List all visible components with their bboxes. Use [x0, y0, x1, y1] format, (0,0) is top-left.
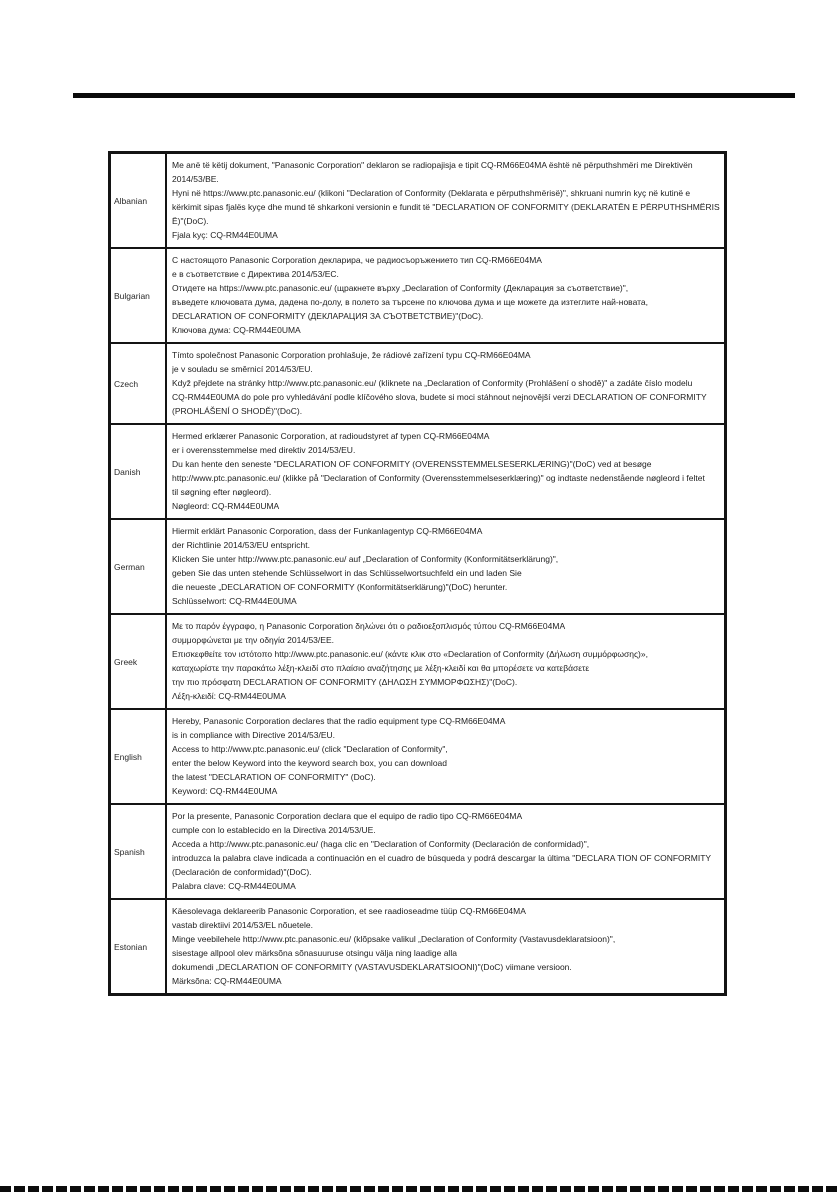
declaration-text-line: την πιο πρόσφατη DECLARATION OF CONFORMITY (ΔΗΛΩΣΗ ΣΥΜΜΟΡΦΩΣΗΣ)"(DoC). [172, 677, 518, 687]
declaration-text-line: Отидете на https://www.ptc.panasonic.eu/ (щракнете върху „Declaration of Conformity (Декларация за съответствие)", [172, 283, 629, 293]
declaration-text-cell [167, 154, 724, 247]
language-label: German [111, 520, 167, 613]
language-label: Albanian [111, 154, 167, 247]
table-row [111, 900, 724, 993]
declaration-text-line: kërkimit sipas fjalës kyçe dhe mund të shkarkoni versionin e fundit të "DECLARATION OF CONFORMITY (DEKLARATËN E PËRPUTHSHMËRIS [172, 202, 720, 212]
declaration-text-line: Tímto společnost Panasonic Corporation prohlašuje, že rádiové zařízení typu CQ-RM66E04MA [172, 350, 531, 360]
declaration-text-line: introduzca la palabra clave indicada a continuación en el cuadro de búsqueda y podrá descargar la última "DECLARA TION OF CONFORMITY [172, 853, 712, 863]
declaration-text-cell [167, 710, 724, 803]
declaration-text-line: Když přejdete na stránky http://www.ptc.panasonic.eu/ (kliknete na „Declaration of Conformity (Prohlášení o shodě)" a zadáte číslo modelu [172, 378, 693, 388]
declaration-text-line: Minge veebilehele http://www.ptc.panasonic.eu/ (klõpsake valikul „Declaration of Conformity (Vastavusdeklaratsioon)", [172, 934, 616, 944]
declaration-text-line: Käesolevaga deklareerib Panasonic Corporation, et see raadioseadme tüüp CQ-RM66E04MA [172, 906, 526, 916]
language-label: Czech [111, 344, 167, 423]
declaration-text-line: der Richtlinie 2014/53/EU entspricht. [172, 540, 310, 550]
declaration-text-line: dokumendi „DECLARATION OF CONFORMITY (VASTAVUSDEKLARATSIOONI)"(DoC) viimane versioon. [172, 962, 572, 972]
declaration-text-line: Keyword: CQ-RM44E0UMA [172, 786, 278, 796]
declaration-text-line: συμμορφώνεται με την οδηγία 2014/53/ΕΕ. [172, 635, 334, 645]
declaration-text-line: DECLARATION OF CONFORMITY (ДЕКЛАРАЦИЯ ЗА СЪОТВЕТСТВИЕ)"(DoC). [172, 311, 484, 321]
declaration-text-line: Du kan hente den seneste "DECLARATION OF CONFORMITY (OVERENSSTEMMELSESERKLÆRING)"(DoC) ved at besøge [172, 459, 652, 469]
language-label: Spanish [111, 805, 167, 898]
declaration-text-line: Klicken Sie unter http://www.ptc.panasonic.eu/ auf „Declaration of Conformity (Konformitätserklärung)", [172, 554, 559, 564]
declaration-text-line: die neueste „DECLARATION OF CONFORMITY (Konformitätserklärung)"(DoC) herunter. [172, 582, 508, 592]
declaration-text-line: Με το παρόν έγγραφο, η Panasonic Corporation δηλώνει ότι ο ραδιοεξοπλισμός τύπου CQ-RM66E04MA [172, 621, 566, 631]
declaration-text-line: je v souladu se směrnicí 2014/53/EU. [172, 364, 313, 374]
conformity-table [108, 151, 727, 996]
declaration-text-cell [167, 900, 724, 993]
table-row [111, 615, 724, 710]
declaration-text-line: Access to http://www.ptc.panasonic.eu/ (click "Declaration of Conformity", [172, 744, 448, 754]
declaration-text-line: Nøgleord: CQ-RM44E0UMA [172, 501, 280, 511]
declaration-text-line: Me anë të këtij dokument, "Panasonic Corporation" deklaron se radiopajisja e tipit CQ-RM66E04MA është në përputhshmëri me Direktivën [172, 160, 693, 170]
declaration-text-line: Por la presente, Panasonic Corporation declara que el equipo de radio tipo CQ-RM66E04MA [172, 811, 523, 821]
declaration-text-line: Fjala kyç: CQ-RM44E0UMA [172, 230, 278, 240]
declaration-text-line: (Declaración de conformidad)"(DoC). [172, 867, 312, 877]
declaration-text-line: Hereby, Panasonic Corporation declares that the radio equipment type CQ-RM66E04MA [172, 716, 506, 726]
declaration-text-line: е в съответствие с Директива 2014/53/ЕС. [172, 269, 339, 279]
table-row [111, 520, 724, 615]
declaration-text-line: geben Sie das unten stehende Schlüsselwort in das Schlüsselwortsuchfeld ein und laden Sie [172, 568, 522, 578]
declaration-text-line: the latest "DECLARATION OF CONFORMITY" (DoC). [172, 772, 376, 782]
declaration-text-line: καταχωρίστε την παρακάτω λέξη-κλειδί στο πλαίσιο αναζήτησης με λέξη-κλειδί και θα μπορέσετε να κατεβάσετε [172, 663, 590, 673]
declaration-text-line: CQ-RM44E0UMA do pole pro vyhledávání podle klíčového slova, budete si moci stáhnout nejnovější verzi DECLARATION OF CONFORMITY [172, 392, 707, 402]
declaration-text-line: er i overensstemmelse med direktiv 2014/53/EU. [172, 445, 356, 455]
declaration-text-line: Ë)"(DoC). [172, 216, 209, 226]
page-bottom-dashed-line [0, 1186, 840, 1192]
declaration-text-cell [167, 425, 724, 518]
top-horizontal-rule [73, 93, 795, 98]
declaration-text-line: Hiermit erklärt Panasonic Corporation, dass der Funkanlagentyp CQ-RM66E04MA [172, 526, 483, 536]
declaration-text-line: is in compliance with Directive 2014/53/EU. [172, 730, 335, 740]
table-row [111, 425, 724, 520]
declaration-text-line: Ключова дума: CQ-RM44E0UMA [172, 325, 301, 335]
declaration-text-line: С настоящото Panasonic Corporation декларира, че радиосъоръжението тип CQ-RM66E04MA [172, 255, 542, 265]
table-row [111, 344, 724, 425]
declaration-text-line: sisestage allpool olev märksõna sõnasuuruse otsingu välja ning laadige alla [172, 948, 457, 958]
declaration-text-cell [167, 615, 724, 708]
language-label: English [111, 710, 167, 803]
declaration-text-line: Märksõna: CQ-RM44E0UMA [172, 976, 282, 986]
table-row [111, 710, 724, 805]
language-label: Greek [111, 615, 167, 708]
declaration-text-line: (PROHLÁŠENÍ O SHODĚ)"(DoC). [172, 406, 303, 416]
declaration-text-line: Acceda a http://www.ptc.panasonic.eu/ (haga clic en "Declaration of Conformity (Declaración de conformidad)", [172, 839, 590, 849]
declaration-text-line: cumple con lo establecido en la Directiva 2014/53/UE. [172, 825, 376, 835]
declaration-text-line: Επισκεφθείτε τον ιστότοπο http://www.ptc.panasonic.eu/ (κάντε κλικ στο «Declaration of Conformity (Δήλωση συμμόρφωσης)», [172, 649, 648, 659]
language-label: Estonian [111, 900, 167, 993]
declaration-text-cell [167, 249, 724, 342]
declaration-text-line: Hyni në https://www.ptc.panasonic.eu/ (klikoni "Declaration of Conformity (Deklarata e përputhshmërisë)", shkruani numrin kyç në kutinë e [172, 188, 691, 198]
declaration-text-cell [167, 805, 724, 898]
declaration-text-line: Hermed erklærer Panasonic Corporation, at radioudstyret af typen CQ-RM66E04MA [172, 431, 490, 441]
declaration-text-line: въведете ключовата дума, дадена по-долу, в полето за търсене по ключова дума и ще можете да изтеглите най-новата, [172, 297, 649, 307]
declaration-text-line: Palabra clave: CQ-RM44E0UMA [172, 881, 296, 891]
declaration-text-line: 2014/53/BE. [172, 174, 219, 184]
declaration-text-line: http://www.ptc.panasonic.eu/ (klikke på "Declaration of Conformity (Overensstemmelseserklæring)" og indtaste nedenstående nøgleord i feltet [172, 473, 705, 483]
declaration-text-cell [167, 344, 724, 423]
language-label: Danish [111, 425, 167, 518]
declaration-text-line: vastab direktiivi 2014/53/EL nõuetele. [172, 920, 313, 930]
table-row [111, 805, 724, 900]
declaration-text-line: til søgning efter nøgleord). [172, 487, 272, 497]
declaration-text-line: Schlüsselwort: CQ-RM44E0UMA [172, 596, 297, 606]
table-row [111, 249, 724, 344]
declaration-text-line: enter the below Keyword into the keyword search box, you can download [172, 758, 447, 768]
declaration-text-cell [167, 520, 724, 613]
language-label: Bulgarian [111, 249, 167, 342]
declaration-text-line: Λέξη-κλειδί: CQ-RM44E0UMA [172, 691, 286, 701]
table-row [111, 154, 724, 249]
